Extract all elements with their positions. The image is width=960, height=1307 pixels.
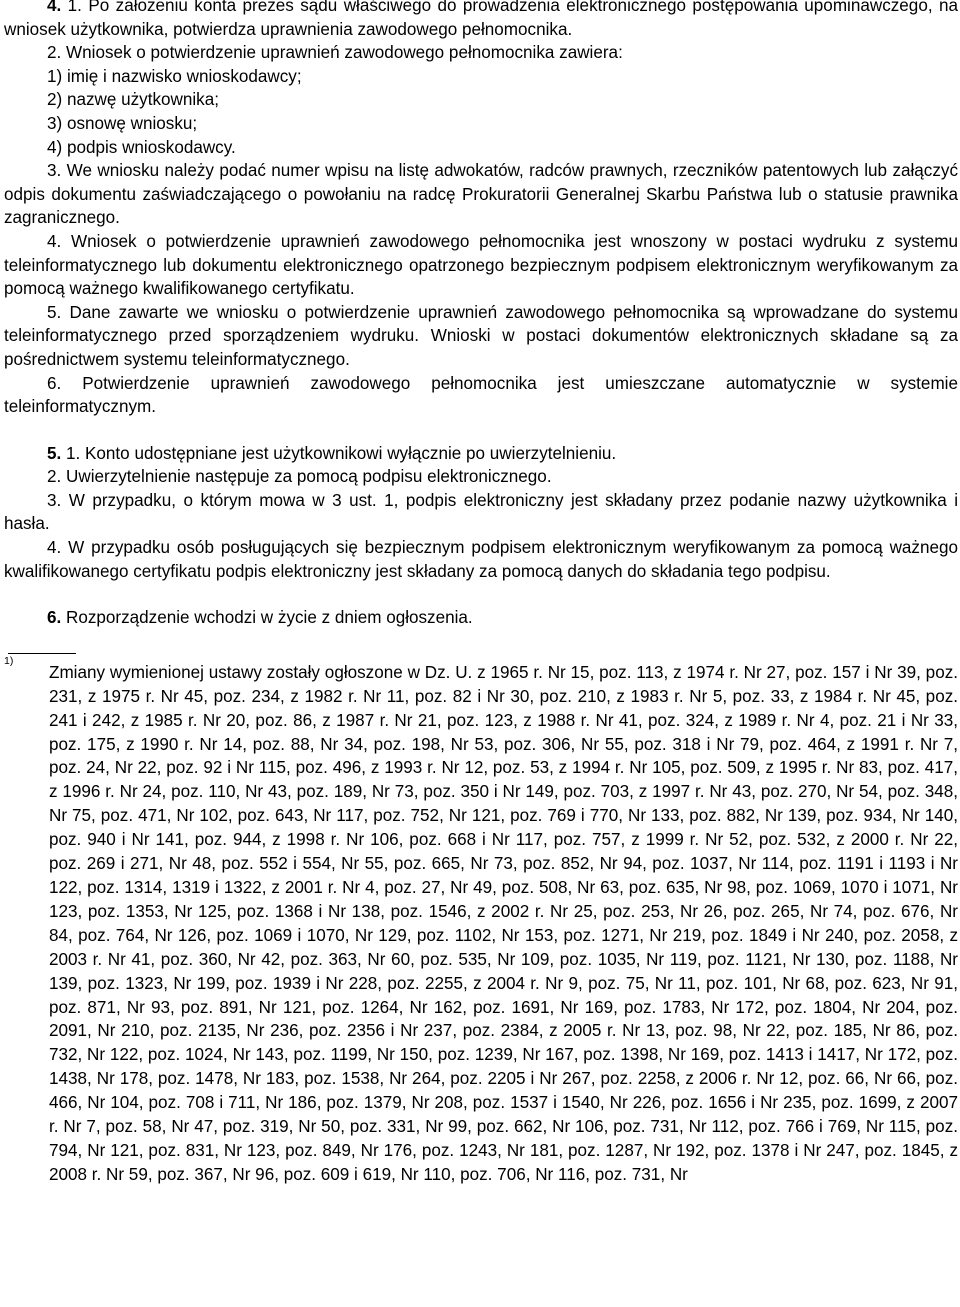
footnote-marker: 1) (4, 654, 14, 667)
paragraph-5-4: 4. W przypadku osób posługujących się bezpiecznym podpisem elektronicznym weryfikowanym za pomocą ważnego kwalifikowanego certyfikatu podpis elektroniczny jest składany za pomocą danych do składania tego podpisu. (4, 538, 958, 581)
paragraph-6 (4, 606, 958, 630)
list-item: 1) imię i nazwisko wnioskodawcy; (47, 66, 302, 86)
footnote (4, 654, 958, 1187)
paragraph-5-1-text: 1. Konto udostępniane jest użytkownikowi wyłącznie po uwierzytelnieniu. (61, 443, 617, 463)
paragraph-4-1-text: 1. Po założeniu konta prezes sądu właściwego do prowadzenia elektronicznego postępowania upominawczego, na wniosek użytkownika, potwierdza uprawnienia zawodowego pełnomocnika. (4, 0, 958, 39)
paragraph-4-2: 2. Wniosek o potwierdzenie uprawnień zawodowego pełnomocnika zawiera: (47, 43, 623, 63)
paragraph-4-6: 6. Potwierdzenie uprawnień zawodowego pełnomocnika jest umieszczane automatycznie w systemie teleinformatycznym. (4, 373, 958, 417)
footnote-separator (8, 653, 76, 661)
section-number-4: 4. (47, 0, 62, 15)
paragraph-4-1 (4, 0, 958, 41)
paragraph-5-1 (4, 442, 958, 466)
spacer (4, 583, 958, 606)
paragraph-4-4: 4. Wniosek o potwierdzenie uprawnień zawodowego pełnomocnika jest wnoszony w postaci wydruku z systemu teleinformatycznego lub dokumentu elektronicznego opatrzonego bezpiecznym podpisem elektronicznym weryfikowanym za pomocą ważnego kwalifikowanego certyfikatu. (4, 231, 958, 299)
paragraph-5-3: 3. W przypadku, o którym mowa w 3 ust. 1, podpis elektroniczny jest składany przez podanie nazwy użytkownika i hasła. (4, 490, 958, 534)
paragraph-5-2: 2. Uwierzytelnienie następuje za pomocą podpisu elektronicznego. (47, 467, 552, 487)
paragraph-4-5: 5. Dane zawarte we wniosku o potwierdzenie uprawnień zawodowego pełnomocnika są wprowadzane do systemu teleinformatycznego przed sporządzeniem wydruku. Wnioski w postaci dokumentów elektronicznych składane są za pośrednictwem systemu teleinformatycznego. (4, 302, 958, 369)
list-item: 2) nazwę użytkownika; (47, 90, 219, 110)
footnote-text: Zmiany wymienionej ustawy zostały ogłoszone w Dz. U. z 1965 r. Nr 15, poz. 113, z 1974 r. Nr 27, poz. 157 i Nr 39, poz. 231, z 1975 r. Nr 45, poz. 234, z 1982 r. Nr 11, poz. 82 i Nr 30, poz. 210, z 1983 r. Nr 5, poz. 33, z 1984 r. Nr 45, poz. 241 i 242, z 1985 r. Nr 20, poz. 86, z 1987 r. Nr 21, poz. 123, z 1988 r. Nr 41, poz. 324, z 1989 r. Nr 4, poz. 21 i Nr 33, poz. 175, z 1990 r. Nr 14, poz. 88, Nr 34, poz. 198, Nr 53, poz. 306, Nr 55, poz. 318 i Nr 79, poz. 464, z 1991 r. Nr 7, poz. 24, Nr 22, poz. 92 i Nr 115, poz. 496, z 1993 r. Nr 12, poz. 53, z 1994 r. Nr 105, poz. 509, z 1995 r. Nr 83, poz. 417, z 1996 r. Nr 24, poz. 110, Nr 43, poz. 189, Nr 73, poz. 350 i Nr 149, poz. 703, z 1997 r. Nr 43, poz. 270, Nr 54, poz. 348, Nr 75, poz. 471, Nr 102, poz. 643, Nr 117, poz. 752, Nr 121, poz. 769 i 770, Nr 133, poz. 882, Nr 139, poz. 934, Nr 140, poz. 940 i Nr 141, poz. 944, z 1998 r. Nr 106, poz. 668 i Nr 117, poz. 757, z 1999 r. Nr 52, poz. 532, z 2000 r. Nr 22, poz. 269 i 271, Nr 48, poz. 552 i 554, Nr 55, poz. 665, Nr 73, poz. 852, Nr 94, poz. 1037, Nr 114, poz. 1191 i 1193 i Nr 122, poz. 1314, 1319 i 1322, z 2001 r. Nr 4, poz. 27, Nr 49, poz. 508, Nr 63, poz. 635, Nr 98, poz. 1069, 1070 i 1071, Nr 123, poz. 1353, Nr 125, poz. 1368 i Nr 138, poz. 1546, z 2002 r. Nr 25, poz. 253, Nr 26, poz. 265, Nr 74, poz. 676, Nr 84, poz. 764, Nr 126, poz. 1069 i 1070, Nr 129, poz. 1102, Nr 153, poz. 1271, Nr 219, poz. 1849 i Nr 240, poz. 2058, z 2003 r. Nr 41, poz. 360, Nr 42, poz. 363, Nr 60, poz. 535, Nr 109, poz. 1035, Nr 119, poz. 1121, Nr 130, poz. 1188, Nr 139, poz. 1323, Nr 199, poz. 1939 i Nr 228, poz. 2255, z 2004 r. Nr 9, poz. 75, Nr 11, poz. 101, Nr 68, poz. 623, Nr 91, poz. 871, Nr 93, poz. 891, Nr 121, poz. 1264, Nr 162, poz. 1691, Nr 169, poz. 1783, Nr 172, poz. 1804, Nr 204, poz. 2091, Nr 210, poz. 2135, Nr 236, poz. 2356 i Nr 237, poz. 2384, z 2005 r. Nr 13, poz. 98, Nr 22, poz. 185, Nr 86, poz. 732, Nr 122, poz. 1024, Nr 143, poz. 1199, Nr 150, poz. 1239, Nr 167, poz. 1398, Nr 169, poz. 1413 i 1417, Nr 172, poz. 1438, Nr 178, poz. 1478, Nr 183, poz. 1538, Nr 264, poz. 2205 i Nr 267, poz. 2258, z 2006 r. Nr 12, poz. 66, Nr 66, poz. 466, Nr 104, poz. 708 i 711, Nr 186, poz. 1379, Nr 208, poz. 1537 i 1540, Nr 226, poz. 1656 i Nr 235, poz. 1699, z 2007 r. Nr 7, poz. 58, Nr 47, poz. 319, Nr 50, poz. 331, Nr 99, poz. 662, Nr 106, poz. 731, Nr 112, poz. 766 i 769, Nr 115, poz. 794, Nr 121, poz. 831, Nr 123, poz. 849, Nr 176, poz. 1243, Nr 181, poz. 1287, Nr 192, poz. 1378 i Nr 247, poz. 1845, z 2008 r. Nr 59, poz. 367, Nr 96, poz. 609 i 619, Nr 110, poz. 706, Nr 116, poz. 731, Nr (49, 662, 958, 1184)
section-number-6: 6. (47, 608, 62, 628)
spacer (4, 419, 958, 442)
paragraph-4-3: 3. We wniosku należy podać numer wpisu na listę adwokatów, radców prawnych, rzeczników patentowych lub załączyć odpis dokumentu zaświadczającego o powołaniu na radcę Prokuratorii Generalnej Skarbu Państwa lub o statusie prawnika zagranicznego. (4, 161, 958, 228)
list-item: 4) podpis wnioskodawcy. (47, 137, 236, 157)
paragraph-6-text: Rozporządzenie wchodzi w życie z dniem ogłoszenia. (61, 608, 473, 628)
list-item: 3) osnowę wniosku; (47, 113, 198, 133)
section-number-5: 5. (47, 443, 62, 463)
document-page (4, 0, 958, 1187)
